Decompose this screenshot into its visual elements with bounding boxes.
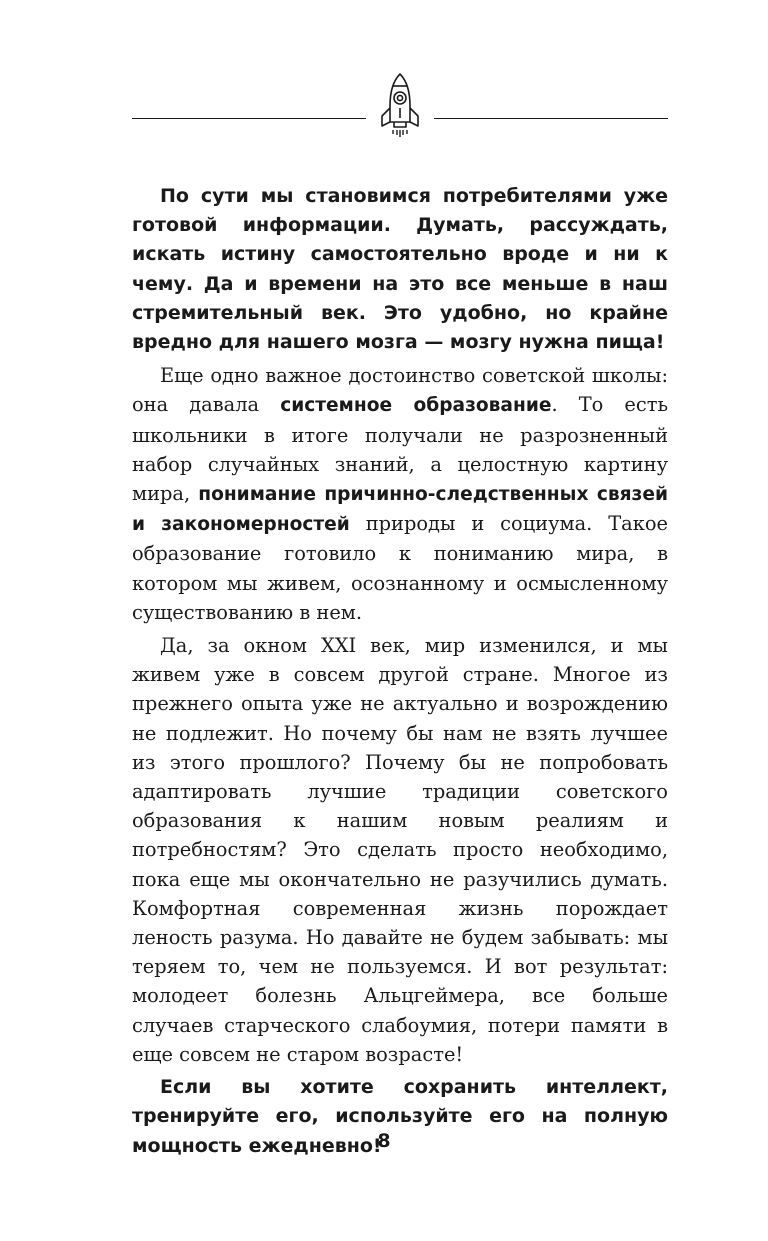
paragraph-1: По сути мы становимся потребителями уже готовой информации. Думать, рассуждать, искать истину самостоятельно вроде и ни к чему. Да и времени на это все меньше в наш стремительный век. Это удобно, но крайне вредно для нашего мозга — мозгу нужна пища! <box>132 185 668 354</box>
paragraph-4: Если вы хотите сохранить интеллект, тренируйте его, используйте его на полную мощность ежедневно! <box>132 1076 668 1157</box>
paragraph-2-bold-2: понимание причинно-следственных связей и закономерностей <box>132 484 668 536</box>
paragraph-3: Да, за окном XXI век, мир изменился, и мы живем уже в совсем другой стране. Многое из прежнего опыта уже не актуально и возрождению не подлежит. Но почему бы нам не взять лучшее из этого прошлого? Почему бы не попробовать адаптировать лучшие традиции советского образования к нашим новым реалиям и потребностям? Это сделать просто необходимо, пока еще мы окончательно не разучились думать. Комфортная современная жизнь порождает леность разума. Но давайте не будем забывать: мы теряем то, чем не пользуемся. И вот результат: молодеет болезнь Альцгеймера, все больше случаев старческого слабоумия, потери памяти в еще совсем не старом возрасте! <box>132 634 668 1066</box>
paragraph-2-text-3: природы и социума. Такое образование готовило к пониманию мира, в котором мы живем, осознанному и осмысленному существованию в нем. <box>132 512 668 624</box>
rocket-icon <box>378 72 422 140</box>
paragraph-2-text-1: Еще одно важное достоинство советской школы: она давала <box>132 364 668 417</box>
paragraph-2-text-2: . То есть школьники в итоге получали не разрозненный набор случайных знаний, а целостную картину мира, <box>132 393 669 506</box>
header-rule-left <box>132 118 366 119</box>
body-text <box>132 182 668 1161</box>
paragraph-2 <box>132 361 668 627</box>
page-number: 8 <box>377 1130 391 1152</box>
header-rule-right <box>434 118 668 119</box>
paragraph-2-bold-1: системное образование <box>280 395 552 417</box>
chapter-header <box>132 72 668 140</box>
